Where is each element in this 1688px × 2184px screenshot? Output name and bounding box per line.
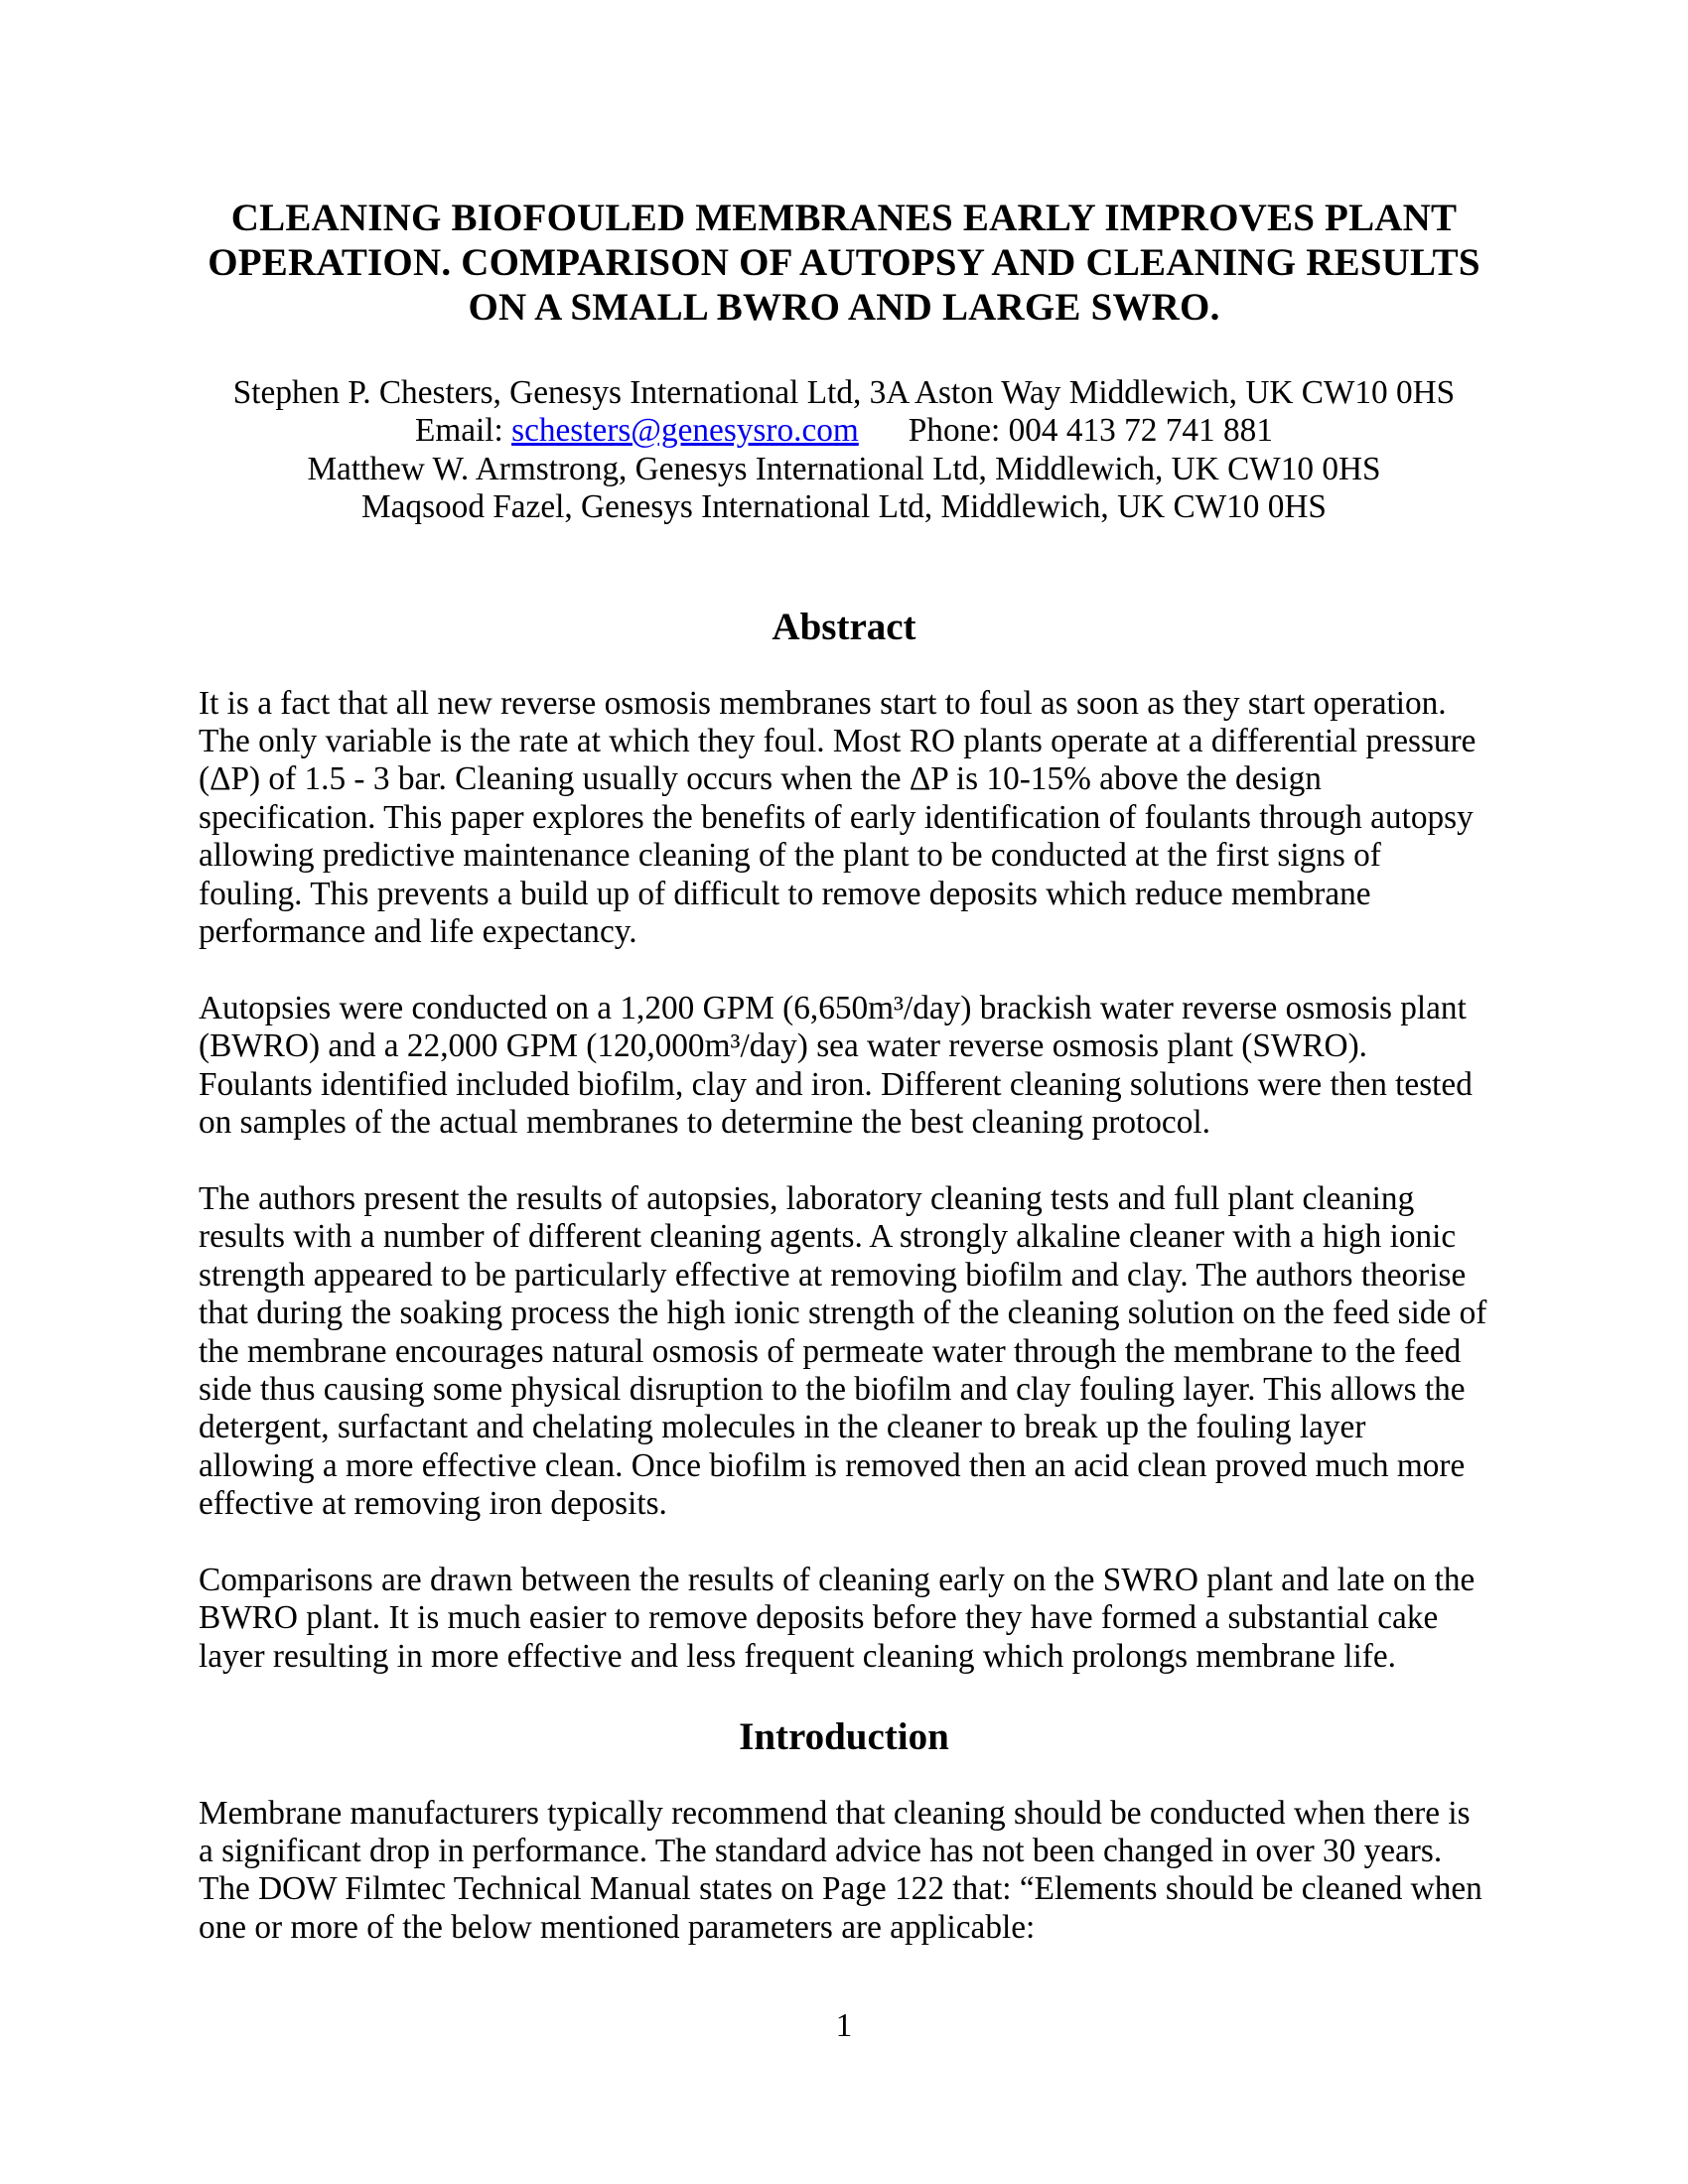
paper-title-line: ON A SMALL BWRO AND LARGE SWRO. [468, 286, 1220, 329]
section-heading-abstract: Abstract [772, 605, 916, 648]
author-line: Stephen P. Chesters, Genesys International Ltd, 3A Aston Way Middlewich, UK CW10 0HS [232, 374, 1456, 411]
page-footer [0, 2007, 1688, 2045]
paper-title-line: CLEANING BIOFOULED MEMBRANES EARLY IMPROVES PLANT [230, 197, 1458, 239]
author-block [199, 374, 1489, 527]
section-heading-introduction: Introduction [739, 1714, 949, 1758]
page-number: 1 [835, 2007, 853, 2044]
author-line: Maqsood Fazel, Genesys International Ltd, Middlewich, UK CW10 0HS [361, 488, 1327, 526]
email-label: Email: [415, 412, 512, 450]
abstract-paragraph-3: The authors present the results of autopsies, laboratory cleaning tests and full plant cleaning results with a number of different cleaning agents. A strongly alkaline cleaner with a high ionic strength appeared to be particularly effective at removing biofilm and clay. The authors theorise that during the soaking process the high ionic strength of the cleaning solution on the feed side of the membrane encourages natural osmosis of permeate water through the membrane to the feed side thus causing some physical disruption to the biofilm and clay fouling layer. This allows the detergent, surfactant and chelating molecules in the cleaner to break up the fouling layer allowing a more effective clean. Once biofilm is removed then an acid clean proved much more effective at removing iron deposits. [199, 1179, 1487, 1523]
paper-title [199, 196, 1489, 330]
abstract-paragraph-4: Comparisons are drawn between the results of cleaning early on the SWRO plant and late on the BWRO plant. It is much easier to remove deposits before they have formed a substantial cake layer resulting in more effective and less frequent cleaning which prolongs membrane life. [199, 1561, 1476, 1675]
phone-text: Phone: 004 413 72 741 881 [908, 412, 1273, 450]
paper-title-line: OPERATION. COMPARISON OF AUTOPSY AND CLEANING RESULTS [208, 241, 1480, 284]
email-link[interactable]: schesters@genesysro.com [511, 412, 859, 450]
contact-line [199, 412, 1489, 450]
abstract-paragraph-1: It is a fact that all new reverse osmosis membranes start to foul as soon as they start operation. The only variable is the rate at which they foul. Most RO plants operate at a differential pressure (ΔP) of 1.5 - 3 bar. Cleaning usually occurs when the ΔP is 10-15% above the design specification. This paper explores the benefits of early identification of foulants through autopsy allowing predictive maintenance cleaning of the plant to be conducted at the first signs of fouling. This prevents a build up of difficult to remove deposits which reduce membrane performance and life expectancy. [199, 684, 1477, 951]
abstract-paragraph-2: Autopsies were conducted on a 1,200 GPM (6,650m³/day) brackish water reverse osmosis plant (BWRO) and a 22,000 GPM (120,000m³/day) sea water reverse osmosis plant (SWRO). Foulants identified included biofilm, clay and iron. Different cleaning solutions were then tested on samples of the actual membranes to determine the best cleaning protocol. [199, 989, 1473, 1142]
introduction-paragraph-1: Membrane manufacturers typically recommend that cleaning should be conducted when there is a significant drop in performance. The standard advice has not been changed in over 30 years. The DOW Filmtec Technical Manual states on Page 122 that: “Elements should be cleaned when one or more of the below mentioned parameters are applicable: [199, 1794, 1482, 1946]
author-line: Matthew W. Armstrong, Genesys International Ltd, Middlewich, UK CW10 0HS [307, 450, 1381, 487]
